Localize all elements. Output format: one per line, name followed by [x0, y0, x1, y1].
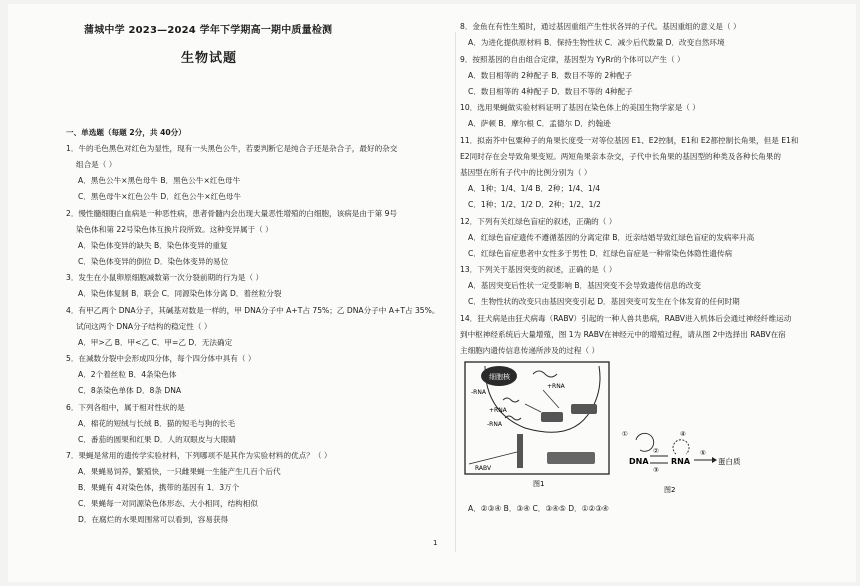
question-11-line-2: E2同时存在会导致角果变短。两短角果亲本杂交，子代中长角果的基因型的种类及各种长角果的: [460, 152, 781, 161]
fig2-step-5: ⑤: [700, 449, 706, 457]
question-7-option-d: D．在腐烂的水果周围常可以看到，容易获得: [78, 515, 229, 524]
question-2-options-cd: C．染色体变异的倒位 D．染色体变异的易位: [78, 257, 229, 266]
question-3-options: A．染色体复制 B．联会 C．同源染色体分离 D．着丝粒分裂: [78, 289, 282, 298]
figure-1-caption: 图1: [533, 480, 545, 488]
question-8-options: A．为进化提供原材料 B．保持生物性状 C．减少后代数量 D．改变自然环境: [468, 38, 725, 47]
question-11-options-ab: A．1种；1/4、1/4 B．2种；1/4、1/4: [468, 184, 601, 193]
question-7-option-a: A．果蝇易饲养，繁殖快，一只雌果蝇一生能产生几百个后代: [78, 467, 281, 476]
question-11-options-cd: C．1种；1/2、1/2 D．2种；1/2、1/2: [468, 200, 601, 209]
exam-subject: 生物试题: [181, 51, 238, 66]
fig2-step-2: ②: [653, 447, 659, 455]
question-7-option-c: C．果蝇每一对同源染色体形态、大小相同，结构相似: [78, 499, 258, 508]
question-5: 5．在减数分裂中会形成四分体，每个四分体中具有（ ）: [66, 354, 256, 363]
question-1-options-ab: A．黑色公牛×黑色母牛 B．黑色公牛×红色母牛: [78, 176, 241, 185]
question-4-line-1: 4．有甲乙两个 DNA分子，其碱基对数是一样的，甲 DNA分子中 A+T占 75%；乙 DNA分子中 A+T占 35%。: [66, 306, 440, 315]
fig1-label-rabv: RABV: [475, 465, 492, 472]
fig1-label-minus-rna-middle: -RNA: [487, 421, 502, 428]
question-9: 9．按照基因的自由组合定律，基因型为 YyRr的个体可以产生（ ）: [460, 55, 685, 64]
question-10-options: A．萨顿 B．摩尔根 C．孟德尔 D．约翰逊: [468, 119, 611, 128]
question-8: 8．金鱼在有性生殖时，通过基因重组产生性状各异的子代。基因重组的意义是（ ）: [460, 22, 741, 31]
question-11-line-1: 11．拟南芥中包粟种子的角果长度受一对等位基因 E1、E2控制，E1和 E2都控制长角果，但是 E1和: [460, 136, 799, 145]
figure-2-caption: 图2: [664, 486, 676, 494]
nucleus-label: 细胞核: [489, 373, 510, 381]
question-6-options-ab: A．棉花的短绒与长绒 B．猫的短毛与狗的长毛: [78, 419, 236, 428]
question-5-options-ab: A．2个着丝粒 B．4条染色体: [78, 370, 177, 379]
question-12-options-cd: C．红绿色盲症患者中女性多于男性 D．红绿色盲症是一种常染色体隐性遗传病: [468, 249, 733, 258]
question-12-options-ab: A．红绿色盲症遗传不遵循基因的分离定律 B．近亲结婚导致红绿色盲症的发病率升高: [468, 233, 755, 242]
question-13-options-cd: C．生物性状的改变只由基因突变引起 D．基因突变可发生在个体发育的任何时期: [468, 297, 740, 306]
question-1-options-cd: C．黑色母牛×红色公牛 D．红色公牛×红色母牛: [78, 192, 241, 201]
exam-page: [8, 4, 856, 582]
question-4-line-2: 试问这两个 DNA分子结构的稳定性（ ）: [76, 322, 212, 331]
figure-2-central-dogma: [618, 424, 753, 496]
question-6: 6．下列各组中，属于相对性状的是: [66, 403, 185, 412]
question-4-options: A．甲>乙 B．甲<乙 C．甲=乙 D．无法确定: [78, 338, 233, 347]
fig2-node-protein: 蛋白质: [718, 457, 741, 466]
question-10: 10．选用果蝇做实验材料证明了基因在染色体上的美国生物学家是（ ）: [460, 103, 700, 112]
fig2-node-dna: DNA: [629, 457, 649, 466]
question-9-options-cd: C．数目相等的 4种配子 D．数目不等的 4种配子: [468, 87, 633, 96]
question-1-line-1: 1．牛的毛色黑色对红色为显性，现有一头黑色公牛，若要判断它是纯合子还是杂合子，最好的杂交: [66, 144, 398, 153]
section-heading: 一、单选题（每题 2分，共 40分）: [66, 128, 186, 137]
fig2-node-rna: RNA: [671, 457, 691, 466]
fig1-label-plus-rna-middle: +RNA: [489, 407, 507, 414]
question-5-options-cd: C．8条染色单体 D．8条 DNA: [78, 386, 182, 395]
fig2-step-4: ④: [680, 430, 686, 438]
question-12: 12．下列有关红绿色盲症的叙述，正确的（ ）: [460, 217, 617, 226]
figure-1-rabv-proliferation: [463, 360, 613, 488]
fig2-step-1: ①: [622, 430, 628, 438]
fig1-label-plus-rna-top: +RNA: [547, 383, 565, 390]
question-13: 13．下列关于基因突变的叙述，正确的是（ ）: [460, 265, 617, 274]
question-11-line-3: 基因型在所有子代中的比例分别为（ ）: [460, 168, 592, 177]
question-7-option-b: B．果蝇有 4对染色体，携带的基因有 1．3万个: [78, 483, 240, 492]
question-13-options-ab: A．基因突变后性状一定受影响 B．基因突变不会导致遗传信息的改变: [468, 281, 702, 290]
column-divider: [455, 32, 456, 552]
fig2-step-3: ③: [653, 466, 659, 474]
exam-title: 蒲城中学 2023—2024 学年下学期高一期中质量检测: [84, 25, 333, 36]
question-14-line-1: 14．狂犬病是由狂犬病毒（RABV）引起的一种人兽共患病，RABV进入机体后会通过神经纤维运动: [460, 314, 792, 323]
question-2-line-2: 染色体和第 22号染色体互换片段所致。这种变异属于（ ）: [76, 225, 273, 234]
question-14-options: A．②③④ B．③④ C．③④⑤ D．①②③④: [468, 504, 609, 513]
fig1-label-minus-rna-top: -RNA: [471, 389, 486, 396]
question-2-options-ab: A．染色体变异的缺失 B．染色体变异的重复: [78, 241, 228, 250]
question-3: 3．发生在小鼠卵原细胞减数第一次分裂前期的行为是（ ）: [66, 273, 264, 282]
question-9-options-ab: A．数目相等的 2种配子 B．数目不等的 2种配子: [468, 71, 632, 80]
page-number: 1: [433, 539, 438, 547]
question-2-line-1: 2．慢性髓细胞白血病是一种恶性病，患者骨髓内会出现大量恶性增殖的白细胞，该病是由于第 9号: [66, 209, 398, 218]
question-14-line-2: 到中枢神经系统后大量增殖，图 1为 RABV在神经元中的增殖过程，请从图 2中选择出 RABV在宿: [460, 330, 786, 339]
question-1-line-2: 组合是（ ）: [76, 160, 117, 169]
question-7: 7．果蝇是常用的遗传学实验材料，下列哪项不是其作为实验材料的优点？（ ）: [66, 451, 332, 460]
question-6-options-cd: C．番茄的圆果和红果 D．人的双眼皮与大眼睛: [78, 435, 236, 444]
question-14-line-3: 主细胞内遗传信息传递所涉及的过程（ ）: [460, 346, 600, 355]
